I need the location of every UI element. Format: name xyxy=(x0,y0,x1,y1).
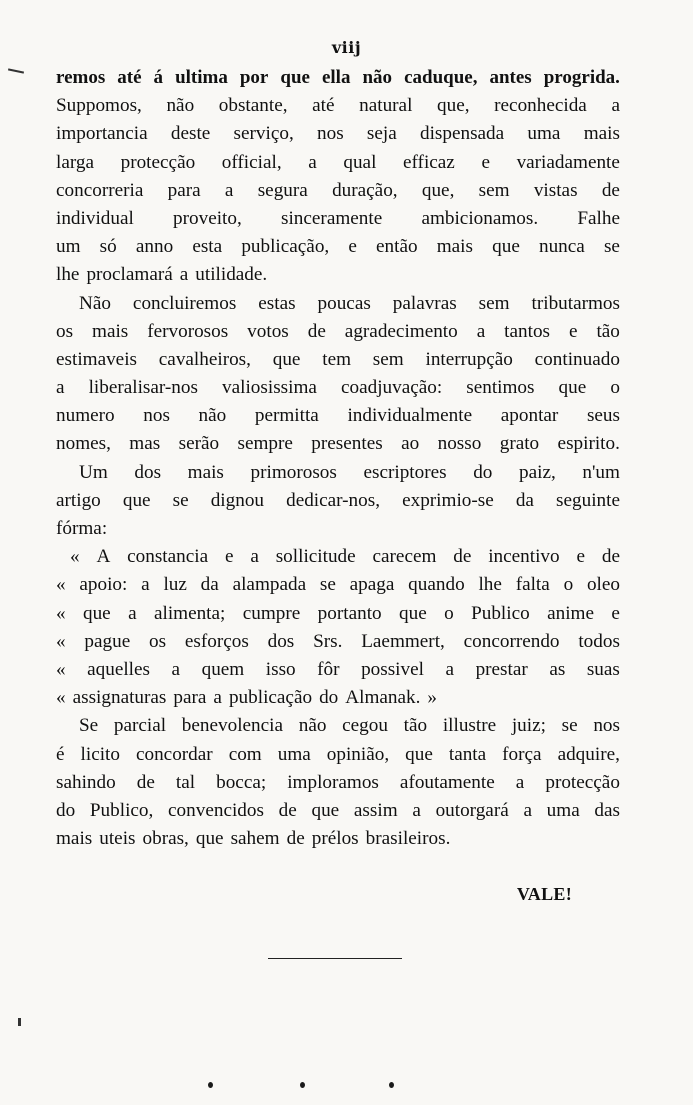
word: seja xyxy=(366,123,397,145)
word: dos xyxy=(134,461,162,483)
word: e xyxy=(481,151,490,173)
word: suas xyxy=(586,658,620,680)
word: não xyxy=(166,95,195,117)
word: os xyxy=(56,320,74,342)
word: prélos xyxy=(311,828,359,850)
word: vistas xyxy=(533,179,578,201)
word: reconhecida xyxy=(494,95,587,117)
word: até xyxy=(312,95,335,117)
word: que xyxy=(82,602,111,624)
text-line xyxy=(56,374,620,402)
word: falta xyxy=(515,574,550,596)
word: Publico xyxy=(471,602,530,624)
text-line xyxy=(56,92,620,120)
margin-mark xyxy=(18,1018,21,1026)
word: para xyxy=(173,687,207,709)
word: então xyxy=(376,236,418,258)
word: paiz, xyxy=(519,461,556,483)
word: utilidade. xyxy=(195,264,268,286)
word: Laemmert, xyxy=(361,630,445,652)
word: de xyxy=(278,799,297,821)
word: Um xyxy=(79,461,108,483)
word: com xyxy=(228,743,262,765)
word: numero xyxy=(56,405,115,427)
word: a xyxy=(224,179,234,201)
word: um xyxy=(56,236,81,258)
word: portanto xyxy=(317,602,382,624)
text-line xyxy=(56,656,620,684)
word: mas xyxy=(129,433,161,455)
word: adquire, xyxy=(557,743,620,765)
word: a xyxy=(250,546,259,568)
word: constancia xyxy=(127,546,209,568)
word: a xyxy=(308,151,317,173)
word: que xyxy=(280,67,310,88)
word: a xyxy=(476,320,486,342)
word: A xyxy=(96,546,111,568)
word: a xyxy=(611,95,620,117)
word: convencidos xyxy=(168,799,264,821)
word: que xyxy=(558,377,587,399)
word: que xyxy=(272,348,301,370)
word: serviço, xyxy=(233,123,294,145)
signature: VALE! xyxy=(516,884,572,904)
word: prestar xyxy=(475,658,528,680)
word: tal xyxy=(175,771,196,793)
word: alampada xyxy=(232,574,307,596)
word: liberalisar-nos xyxy=(88,377,198,399)
word: tem xyxy=(322,348,352,370)
word: palavras xyxy=(392,292,457,314)
word: ambicionamos. xyxy=(421,207,539,229)
page-number: viij xyxy=(331,38,362,57)
word: concluiremos xyxy=(132,292,237,314)
word: a xyxy=(141,574,150,596)
word: escriptores xyxy=(363,461,447,483)
word: que xyxy=(399,602,427,624)
word: obstante, xyxy=(218,95,288,117)
word: protecção xyxy=(545,771,620,793)
text-line xyxy=(56,205,620,233)
text-line xyxy=(56,712,620,740)
word: do xyxy=(56,799,76,821)
word: qual xyxy=(343,151,377,173)
word: cegou xyxy=(342,715,388,737)
word: individual xyxy=(56,207,134,229)
word: efficaz xyxy=(403,151,455,173)
word: á xyxy=(153,67,164,88)
word: publicação, xyxy=(241,236,330,258)
word: para xyxy=(167,179,201,201)
word: concorreria xyxy=(56,179,144,201)
word: mais xyxy=(583,123,620,145)
word: luz xyxy=(163,574,187,596)
word: seus xyxy=(586,405,620,427)
word: a xyxy=(56,377,65,399)
word: serão xyxy=(178,433,220,455)
word: que xyxy=(311,799,340,821)
word: larga xyxy=(56,151,95,173)
word: de xyxy=(286,828,305,850)
word: cumpre xyxy=(242,602,301,624)
word: assignaturas xyxy=(72,687,167,709)
text-line xyxy=(56,120,620,148)
word: a xyxy=(179,264,189,286)
word: se xyxy=(603,236,620,258)
word: que xyxy=(492,236,520,258)
word: sollicitude xyxy=(275,546,356,568)
word: o xyxy=(610,377,620,399)
word: de xyxy=(307,320,326,342)
word: official, xyxy=(221,151,282,173)
text-line xyxy=(56,543,620,571)
word: sem xyxy=(478,292,510,314)
word: protecção xyxy=(120,151,196,173)
text-line xyxy=(56,149,620,177)
word: publicação xyxy=(228,687,313,709)
word: a xyxy=(515,771,525,793)
word: incentivo xyxy=(488,546,560,568)
word: grato xyxy=(499,433,540,455)
word: a xyxy=(128,602,137,624)
text-line xyxy=(56,402,620,430)
word: sahem xyxy=(230,828,280,850)
word: do xyxy=(473,461,493,483)
word: mais xyxy=(92,320,129,342)
word: estas xyxy=(258,292,296,314)
word: nomes, xyxy=(56,433,111,455)
word: e xyxy=(568,320,578,342)
word: bocca; xyxy=(216,771,267,793)
word: quando xyxy=(408,574,465,596)
word: natural xyxy=(359,95,413,117)
word: e xyxy=(224,546,234,568)
word: a xyxy=(412,799,421,821)
text-line xyxy=(56,177,620,205)
word: todos xyxy=(578,630,620,652)
word: dispensada xyxy=(419,123,505,145)
word: que, xyxy=(437,95,470,117)
word: nos xyxy=(317,123,344,145)
word: nosso xyxy=(437,433,482,455)
word: outorgará xyxy=(435,799,509,821)
word: Falhe xyxy=(577,207,620,229)
word: tantos xyxy=(504,320,551,342)
word: sinceramente xyxy=(281,207,383,229)
body-text xyxy=(56,64,620,853)
word: antes xyxy=(489,67,532,88)
word: não xyxy=(298,715,327,737)
word: coadjuvação: xyxy=(340,377,443,399)
word: licito xyxy=(80,743,120,765)
text-line xyxy=(56,600,620,628)
text-line xyxy=(56,487,620,515)
word: ultima xyxy=(175,67,228,88)
word: agradecimento xyxy=(344,320,458,342)
word: segura xyxy=(257,179,308,201)
word: Suppomos, xyxy=(56,95,142,117)
word: poucas xyxy=(317,292,371,314)
word: se xyxy=(172,489,189,511)
word: dos xyxy=(267,630,295,652)
word: e xyxy=(348,236,357,258)
word: afoutamente xyxy=(399,771,495,793)
word: « xyxy=(56,658,66,680)
word: concorrendo xyxy=(463,630,560,652)
word: nos xyxy=(593,715,620,737)
word: nunca xyxy=(538,236,585,258)
word: se xyxy=(319,574,336,596)
word: as xyxy=(549,658,566,680)
word: » xyxy=(427,687,437,709)
word: brasileiros. xyxy=(365,828,451,850)
word: a xyxy=(171,658,181,680)
word: fervorosos xyxy=(147,320,229,342)
word: os xyxy=(149,630,167,652)
word: Se xyxy=(79,715,99,737)
word: oleo xyxy=(586,574,620,596)
text-line xyxy=(56,741,620,769)
word: que xyxy=(122,489,151,511)
word: obras, xyxy=(142,828,189,850)
ornament-dot xyxy=(389,1082,394,1088)
word: de xyxy=(601,546,620,568)
word: cavalheiros, xyxy=(158,348,251,370)
word: só xyxy=(99,236,117,258)
word: Publico, xyxy=(89,799,154,821)
text-line xyxy=(56,430,620,458)
word: Srs. xyxy=(313,630,343,652)
word: variadamente xyxy=(516,151,620,173)
text-line xyxy=(56,628,620,656)
word: carecem xyxy=(372,546,437,568)
word: fórma: xyxy=(56,518,108,539)
word: por xyxy=(239,67,269,88)
word: e xyxy=(611,602,620,624)
word: dedicar-nos, xyxy=(286,489,381,511)
ornament-dot xyxy=(300,1082,305,1088)
text-line xyxy=(56,769,620,797)
word: uteis xyxy=(99,828,136,850)
word: juiz; xyxy=(511,715,546,737)
text-line xyxy=(56,684,620,712)
word: « xyxy=(56,574,66,596)
word: benevolencia xyxy=(181,715,284,737)
word: illustre xyxy=(442,715,497,737)
word: lhe xyxy=(478,574,502,596)
word: artigo xyxy=(56,489,101,511)
word: estimaveis xyxy=(56,348,137,370)
word: a xyxy=(213,687,222,709)
word: dignou xyxy=(210,489,265,511)
ornament-dots xyxy=(0,1072,693,1092)
word: e xyxy=(576,546,585,568)
word: individualmente xyxy=(347,405,473,427)
word: permitta xyxy=(254,405,319,427)
word: mais xyxy=(56,828,93,850)
word: tributarmos xyxy=(531,292,620,314)
word: deste xyxy=(170,123,211,145)
word: n'um xyxy=(582,461,620,483)
word: valiosissima xyxy=(222,377,317,399)
word: apontar xyxy=(500,405,559,427)
word: a xyxy=(523,799,532,821)
word: duração, xyxy=(332,179,398,201)
word: sahindo xyxy=(56,771,116,793)
word: a xyxy=(445,658,455,680)
word: alimenta; xyxy=(153,602,226,624)
text-line xyxy=(56,571,620,599)
word: fôr xyxy=(317,658,340,680)
word: votos xyxy=(247,320,289,342)
word: proclamará xyxy=(86,264,173,286)
word: Não xyxy=(79,292,111,314)
word: « xyxy=(56,687,66,709)
word: de xyxy=(601,179,620,201)
word: apoio: xyxy=(79,574,128,596)
text-line xyxy=(56,261,620,289)
word: ella xyxy=(321,67,351,88)
word: quem xyxy=(201,658,245,680)
word: lhe xyxy=(56,264,80,286)
word: mais xyxy=(436,236,473,258)
word: interrupção xyxy=(425,348,513,370)
word: uma xyxy=(546,799,580,821)
word: não xyxy=(362,67,393,88)
text-line xyxy=(56,797,620,825)
word: tão xyxy=(403,715,428,737)
word: espirito. xyxy=(557,433,620,455)
word: exprimio-se xyxy=(402,489,494,511)
word: isso xyxy=(265,658,296,680)
word: apaga xyxy=(349,574,395,596)
word: primorosos xyxy=(250,461,337,483)
word: parcial xyxy=(113,715,167,737)
word: que xyxy=(405,743,433,765)
word: é xyxy=(56,743,65,765)
word: ao xyxy=(401,433,420,455)
word: sem xyxy=(478,179,510,201)
word: que xyxy=(195,828,224,850)
margin-mark xyxy=(8,68,24,73)
text-line xyxy=(56,515,620,543)
word: opinião, xyxy=(326,743,390,765)
word: importancia xyxy=(56,123,148,145)
word: « xyxy=(70,546,80,568)
word: continuado xyxy=(534,348,620,370)
word: « xyxy=(56,630,66,652)
word: uma xyxy=(527,123,561,145)
word: progrida. xyxy=(543,67,620,88)
word: das xyxy=(594,799,620,821)
word: nos xyxy=(143,405,170,427)
word: sempre xyxy=(237,433,293,455)
word: proveito, xyxy=(173,207,242,229)
word: assim xyxy=(353,799,398,821)
text-line xyxy=(56,346,620,374)
word: até xyxy=(117,67,142,88)
word: possivel xyxy=(361,658,424,680)
word: anime xyxy=(547,602,594,624)
word: pague xyxy=(84,630,131,652)
text-line xyxy=(56,290,620,318)
word: anno xyxy=(135,236,174,258)
word: da xyxy=(200,574,219,596)
word: aquelles xyxy=(87,658,150,680)
word: se xyxy=(561,715,578,737)
word: não xyxy=(198,405,227,427)
word: que, xyxy=(421,179,455,201)
word: da xyxy=(515,489,534,511)
ornament-dot xyxy=(208,1082,213,1088)
word: sem xyxy=(372,348,404,370)
text-line xyxy=(56,233,620,261)
word: caduque, xyxy=(404,67,478,88)
word: presentes xyxy=(311,433,383,455)
word: Almanak. xyxy=(345,687,421,709)
word: o xyxy=(444,602,454,624)
word: tanta xyxy=(448,743,487,765)
word: remos xyxy=(56,67,106,88)
word: o xyxy=(563,574,574,596)
word: esta xyxy=(192,236,223,258)
word: concordar xyxy=(135,743,213,765)
word: sentimos xyxy=(466,377,535,399)
text-line xyxy=(56,318,620,346)
word: de xyxy=(136,771,155,793)
word: de xyxy=(453,546,472,568)
word: do xyxy=(319,687,339,709)
word: imploramos xyxy=(287,771,379,793)
word: uma xyxy=(277,743,311,765)
word: seguinte xyxy=(556,489,620,511)
closing-rule xyxy=(268,958,402,959)
word: mais xyxy=(187,461,224,483)
word: força xyxy=(502,743,542,765)
word: tão xyxy=(596,320,620,342)
text-line xyxy=(56,64,620,92)
text-line xyxy=(56,459,620,487)
word: esforços xyxy=(184,630,249,652)
text-line xyxy=(56,825,620,853)
word: « xyxy=(56,602,66,624)
